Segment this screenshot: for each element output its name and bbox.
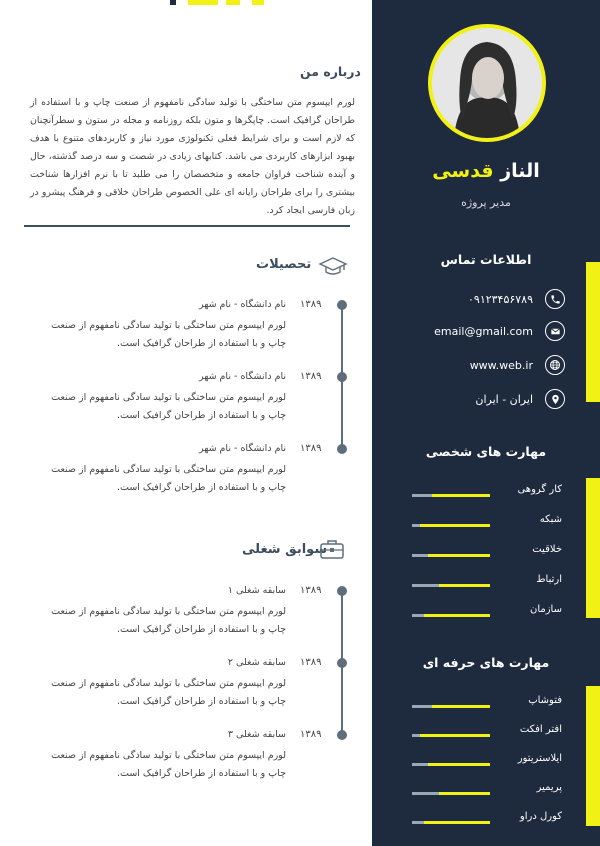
timeline-dot [337,444,347,454]
entry-year: ۱۳۸۹ [300,443,322,454]
about-text: لورم ایپسوم متن ساختگی با تولید سادگی نامفهوم از صنعت چاپ و با استفاده از طراحان گرافیک است. چاپگرها و متون بلکه روزنامه و مجله در ستون و سطرآنچنان که لازم است و برای شرایط فعلی تکنولوژی مورد نیاز و کاربردهای متنوع با هدف بهبود ابزارهای کاربردی می باشد. کتابهای زیادی در شصت و سه درصد گذشته، حال و آینده شناخت فراوان جامعه و متخصصان را می طلبد تا با نرم افزارها شناخت بیشتری را برای طراحان رایانه ای علی الخصوص طراحان خلاقی و فرهنگ پیشرو در زبان فارسی ایجاد کرد. [30,97,355,216]
skill-row [412,484,562,502]
skill-row [412,753,562,771]
timeline-dot [337,730,347,740]
timeline-dot [337,300,347,310]
phone-value: ۰۹۱۲۳۴۵۶۷۸۹ [468,292,533,306]
skill-bar-fill [412,763,428,766]
skill-label: افتر افکت [519,724,562,735]
skill-row [412,782,562,800]
entry-title: نام دانشگاه - نام شهر [198,443,286,454]
phone-icon [545,289,565,309]
skill-label: شبکه [539,514,562,525]
email-value: email@gmail.com [434,324,533,338]
skill-row [412,695,562,713]
entry-year: ۱۳۸۹ [300,729,322,740]
skill-bar [412,734,490,737]
skill-label: فتوشاپ [528,695,562,706]
skill-bar [412,584,490,587]
entry-description: لورم ایپسوم متن ساختگی با تولید سادگی نامفهوم از صنعت چاپ و با استفاده از طراحان گرافیک است. [51,750,286,779]
location-pin-icon [545,389,565,409]
skill-row [412,544,562,562]
personal-skills-heading: مهارت های شخصی [425,444,547,459]
entry-description: لورم ایپسوم متن ساختگی با تولید سادگی نامفهوم از صنعت چاپ و با استفاده از طراحان گرافیک است. [51,464,286,493]
skill-bar-fill [412,734,420,737]
entry-title: سابقه شغلی ۱ [227,585,286,596]
skill-row [412,604,562,622]
entry-description: لورم ایپسوم متن ساختگی با تولید سادگی نامفهوم از صنعت چاپ و با استفاده از طراحان گرافیک است. [51,320,286,349]
briefcase-icon [318,538,346,564]
skill-row [412,724,562,742]
skill-label: کار گروهی [517,484,562,495]
skill-bar-fill [412,705,432,708]
profile-name [372,160,600,182]
education-heading: تحصیلات [256,257,312,272]
website-value: www.web.ir [469,358,533,372]
first-name: الناز [500,160,540,182]
skill-bar-fill [412,524,420,527]
accent-bar [586,478,600,618]
entry-title: سابقه شغلی ۳ [227,729,286,740]
skill-bar [412,763,490,766]
skill-bar [412,705,490,708]
entry-year: ۱۳۸۹ [300,299,322,310]
graduation-cap-icon [318,256,348,280]
skill-row [412,574,562,592]
timeline-dot [337,586,347,596]
timeline-dot [337,658,347,668]
contact-website [390,354,565,376]
work-heading: سوابق شغلی [242,542,328,557]
skill-label: ایلاستریتور [517,753,562,764]
about-heading: درباره من [300,64,361,79]
skill-bar [412,494,490,497]
contact-phone [390,288,565,310]
skill-bar [412,821,490,824]
skill-bar [412,524,490,527]
skill-bar-fill [412,614,424,617]
entry-title: سابقه شغلی ۲ [227,657,286,668]
contact-email [390,320,565,342]
location-value: ایران - ایران [475,392,533,406]
skill-label: خلاقیت [532,544,562,555]
accent-bar [586,262,600,402]
skill-bar-fill [412,792,439,795]
skill-label: سازمان [529,604,562,615]
entry-title: نام دانشگاه - نام شهر [198,371,286,382]
skill-bar [412,792,490,795]
globe-icon [545,355,565,375]
skill-bar [412,614,490,617]
entry-description: لورم ایپسوم متن ساختگی با تولید سادگی نامفهوم از صنعت چاپ و با استفاده از طراحان گرافیک است. [51,606,286,635]
skill-row [412,811,562,829]
skill-bar-fill [412,554,428,557]
contact-location [390,388,565,410]
skill-bar-fill [412,494,432,497]
entry-title: نام دانشگاه - نام شهر [198,299,286,310]
pro-skills-heading: مهارت های حرفه ای [422,655,550,670]
last-name: قدسی [432,160,494,182]
skill-bar-fill [412,584,439,587]
skill-row [412,514,562,532]
section-divider [24,225,350,227]
skill-bar [412,554,490,557]
skill-label: کورل دراو [519,811,562,822]
entry-year: ۱۳۸۹ [300,585,322,596]
email-icon [545,321,565,341]
profile-photo [428,24,546,142]
profile-role: مدیر پروژه [461,196,511,209]
skill-label: پریمیر [536,782,562,793]
entry-description: لورم ایپسوم متن ساختگی با تولید سادگی نامفهوم از صنعت چاپ و با استفاده از طراحان گرافیک است. [51,678,286,707]
skill-bar-fill [412,821,424,824]
timeline-dot [337,372,347,382]
contact-heading: اطلاعات تماس [440,252,532,267]
entry-description: لورم ایپسوم متن ساختگی با تولید سادگی نامفهوم از صنعت چاپ و با استفاده از طراحان گرافیک است. [51,392,286,421]
entry-year: ۱۳۸۹ [300,371,322,382]
accent-bar [586,686,600,826]
skill-label: ارتباط [536,574,562,585]
entry-year: ۱۳۸۹ [300,657,322,668]
